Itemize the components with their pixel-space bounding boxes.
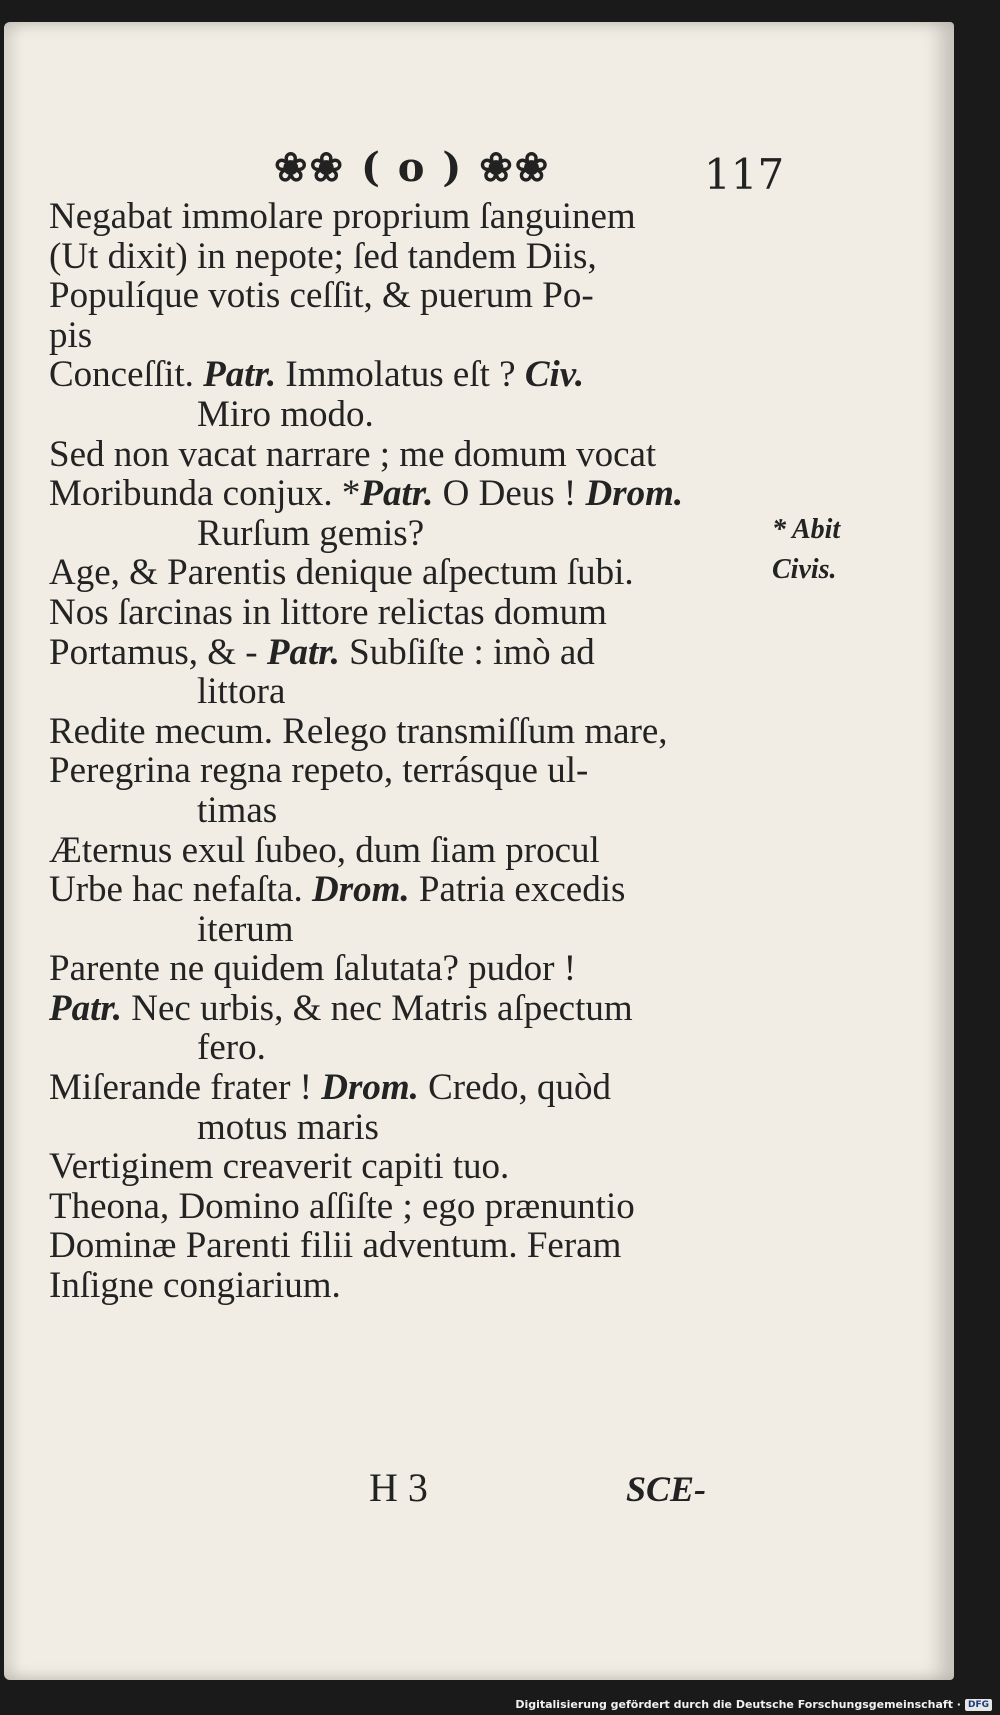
page-number: 117 [704, 150, 785, 199]
speaker-label: Patr. [49, 987, 122, 1029]
text-line [49, 355, 779, 395]
text-line [49, 831, 779, 871]
text-segment: timas [197, 789, 278, 831]
text-segment: Peregrina regna repeto, terrásque ul- [49, 750, 589, 792]
text-line [49, 949, 779, 989]
text-line [49, 910, 779, 950]
text-segment: motus maris [197, 1106, 379, 1148]
text-segment: Nos ſarcinas in littore relictas domum [49, 591, 607, 633]
text-line [49, 791, 779, 831]
text-line [49, 672, 779, 712]
margin-note-line: Civis. [772, 554, 837, 585]
speaker-label: Drom. [311, 869, 410, 911]
text-segment: littora [197, 671, 286, 713]
text-segment: Dominæ Parenti filii adventum. Feram [49, 1225, 622, 1267]
text-segment: (Ut dixit) in nepote; ſed tandem Diis, [49, 235, 597, 277]
speaker-label: Drom. [321, 1067, 419, 1109]
text-segment: Parente ne quidem ſalutata? pudor ! [49, 948, 577, 990]
text-line [49, 474, 779, 514]
text-line [49, 276, 779, 316]
page-header [4, 144, 954, 204]
digitization-credit [515, 1698, 992, 1711]
text-line [49, 751, 779, 791]
speaker-label: Drom. [585, 473, 684, 515]
text-segment: Credo, quòd [418, 1067, 612, 1109]
text-segment: Age, & Parentis denique aſpectum ſubi. [49, 552, 634, 594]
text-line [49, 514, 779, 554]
text-segment: Populíque votis ceſſit, & puerum Po- [49, 275, 594, 317]
text-segment: Inſigne congiarium. [49, 1265, 341, 1307]
text-segment: O Deus ! [433, 473, 586, 515]
text-segment: Subſiſte : imò ad [339, 631, 595, 673]
text-segment: Nec urbis, & nec Matris aſpectum [122, 987, 633, 1029]
text-line [49, 633, 779, 673]
text-line [49, 989, 779, 1029]
text-segment: Æternus exul ſubeo, dum ſiam procul [49, 829, 600, 871]
text-segment: Miro modo. [197, 393, 374, 435]
credit-text: Digitalisierung gefördert durch die Deutsche Forschungsgemeinschaft · [515, 1698, 961, 1711]
body-text [49, 197, 779, 1306]
text-segment: iterum [197, 908, 294, 950]
speaker-label: Patr. [266, 631, 340, 673]
text-line [49, 1266, 779, 1306]
book-page [4, 22, 954, 1680]
dfg-logo-icon: DFG [965, 1699, 992, 1711]
text-line [49, 237, 779, 277]
text-segment: Portamus, & - [49, 631, 267, 673]
text-segment: Negabat immolare proprium ſanguinem [49, 196, 636, 237]
speaker-label: Civ. [524, 354, 585, 396]
text-segment: fero. [197, 1027, 266, 1069]
text-segment: Vertiginem creaverit capiti tuo. [49, 1146, 510, 1188]
text-line [49, 712, 779, 752]
margin-note [772, 510, 840, 590]
text-segment: Rurſum gemis? [197, 512, 425, 554]
text-line [49, 435, 779, 475]
text-segment: Patria excedis [409, 869, 626, 911]
text-segment: Urbe hac nefaſta. [49, 869, 312, 911]
text-segment: Immolatus eſt ? [276, 354, 525, 396]
text-line [49, 1147, 779, 1187]
text-segment: Moribunda conjux. * [49, 473, 361, 515]
text-line [49, 553, 779, 593]
text-line [49, 1108, 779, 1148]
text-segment: Conceſſit. [49, 354, 204, 396]
text-segment: Miſerande frater ! [49, 1067, 322, 1109]
text-line [49, 316, 779, 356]
text-line [49, 870, 779, 910]
text-line [49, 395, 779, 435]
text-line [49, 1068, 779, 1108]
text-line [49, 593, 779, 633]
text-line [49, 1028, 779, 1068]
text-segment: pis [49, 314, 93, 356]
catchword: SCE- [626, 1469, 707, 1509]
text-line [49, 1187, 779, 1227]
text-segment: Theona, Domino aſſiſte ; ego prænuntio [49, 1185, 635, 1227]
header-ornament: ❀❀ ( o ) ❀❀ [274, 144, 551, 191]
speaker-label: Patr. [360, 473, 434, 515]
text-line [49, 1226, 779, 1266]
text-line [49, 197, 779, 237]
signature-mark: H 3 [369, 1465, 428, 1510]
speaker-label: Patr. [203, 354, 277, 396]
text-segment: Sed non vacat narrare ; me domum vocat [49, 433, 657, 475]
margin-note-line: * Abit [772, 514, 841, 545]
text-segment: Redite mecum. Relego transmiſſum mare, [49, 710, 668, 752]
